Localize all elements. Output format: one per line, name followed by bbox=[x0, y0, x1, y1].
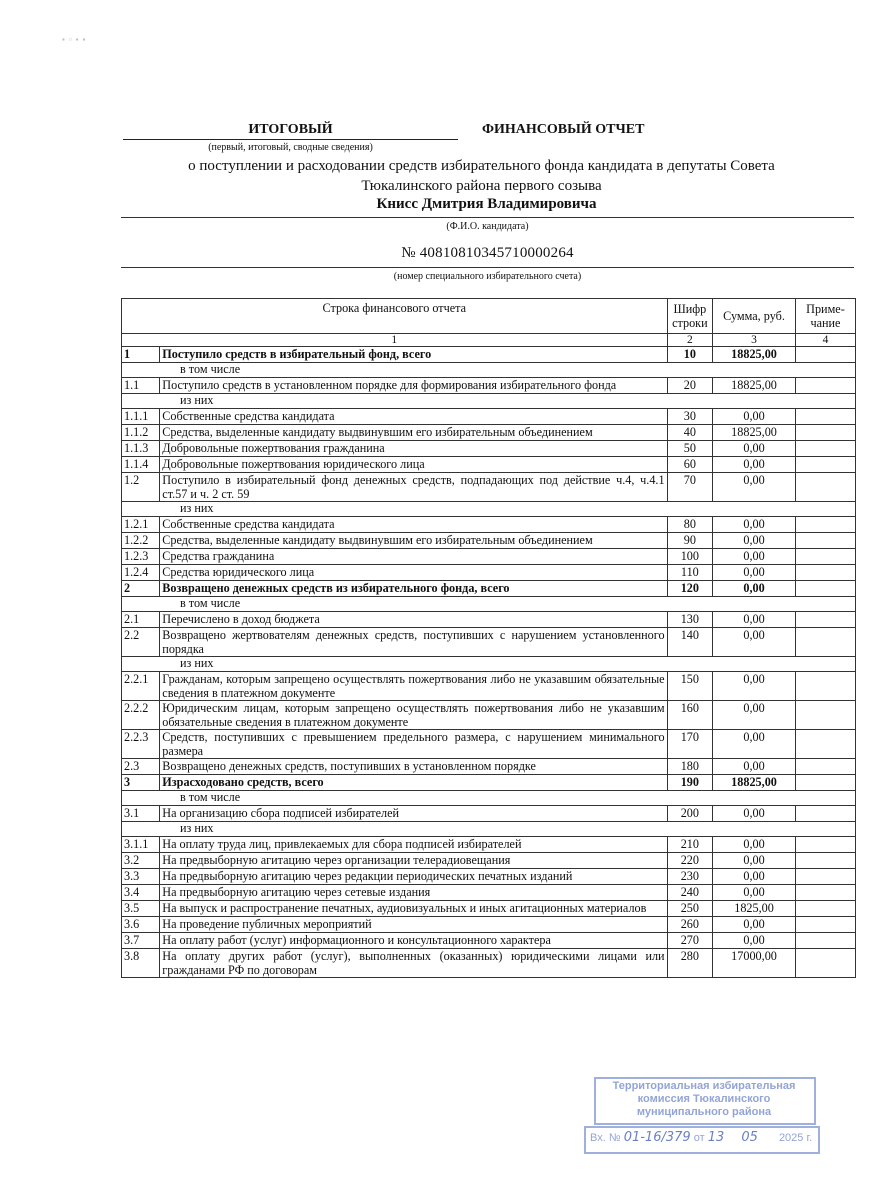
subtitle-line-2: Тюкалинского района первого созыва bbox=[361, 178, 602, 194]
table-row bbox=[122, 517, 856, 533]
row-name: Средства, выделенные кандидату выдвинувшим его избирательным объединением bbox=[160, 533, 667, 549]
report-type-underline bbox=[123, 139, 458, 140]
row-code: 140 bbox=[667, 628, 713, 657]
row-note bbox=[795, 581, 855, 597]
row-note bbox=[795, 901, 855, 917]
row-name: На выпуск и распространение печатных, аудиовизуальных и иных агитационных материалов bbox=[160, 901, 667, 917]
table-header-row bbox=[122, 299, 856, 334]
row-number: 3.3 bbox=[122, 869, 160, 885]
table-row bbox=[122, 806, 856, 822]
row-code: 170 bbox=[667, 730, 713, 759]
table-row bbox=[122, 565, 856, 581]
row-number: 2.2.1 bbox=[122, 672, 160, 701]
column-index-3: 3 bbox=[713, 334, 796, 347]
row-sum: 0,00 bbox=[713, 869, 796, 885]
row-code: 50 bbox=[667, 441, 713, 457]
scan-artifact: ▪ ▫ ▪ ▪ bbox=[62, 35, 87, 44]
candidate-hint: (Ф.И.О. кандидата) bbox=[446, 221, 529, 232]
row-number: 3.8 bbox=[122, 949, 160, 978]
table-subheading-row bbox=[122, 502, 856, 517]
row-number: 1.2.3 bbox=[122, 549, 160, 565]
row-name: На предвыборную агитацию через организации телерадиовещания bbox=[160, 853, 667, 869]
row-code: 10 bbox=[667, 347, 713, 363]
stamp-reg-year: 2025 г. bbox=[778, 1132, 813, 1144]
row-number: 3.7 bbox=[122, 933, 160, 949]
registration-stamp bbox=[584, 1071, 816, 1154]
stamp-reg-from: от bbox=[693, 1132, 705, 1144]
row-sum: 0,00 bbox=[713, 853, 796, 869]
row-number: 2.3 bbox=[122, 759, 160, 775]
header-sum: Сумма, руб. bbox=[713, 299, 796, 334]
row-sum: 0,00 bbox=[713, 409, 796, 425]
table-row bbox=[122, 549, 856, 565]
row-code: 270 bbox=[667, 933, 713, 949]
candidate-underline bbox=[121, 217, 854, 218]
table-row bbox=[122, 409, 856, 425]
row-note bbox=[795, 425, 855, 441]
candidate-name: Книсс Дмитрия Владимировича bbox=[376, 196, 597, 212]
financial-report-table bbox=[121, 298, 856, 978]
table-body bbox=[122, 347, 856, 978]
row-note bbox=[795, 473, 855, 502]
row-number: 1.1.4 bbox=[122, 457, 160, 473]
row-sum: 0,00 bbox=[713, 549, 796, 565]
row-number: 3.1.1 bbox=[122, 837, 160, 853]
row-name: Собственные средства кандидата bbox=[160, 409, 667, 425]
table-subheading-row bbox=[122, 363, 856, 378]
row-code: 90 bbox=[667, 533, 713, 549]
row-note bbox=[795, 759, 855, 775]
row-code: 160 bbox=[667, 701, 713, 730]
row-sum: 0,00 bbox=[713, 628, 796, 657]
row-name: На предвыборную агитацию через редакции периодических печатных изданий bbox=[160, 869, 667, 885]
table-row bbox=[122, 853, 856, 869]
row-sum: 0,00 bbox=[713, 885, 796, 901]
row-sum: 0,00 bbox=[713, 581, 796, 597]
row-code: 80 bbox=[667, 517, 713, 533]
table-row bbox=[122, 612, 856, 628]
row-code: 100 bbox=[667, 549, 713, 565]
row-note bbox=[795, 775, 855, 791]
account-number: № 40810810345710000264 bbox=[401, 245, 574, 261]
row-note bbox=[795, 347, 855, 363]
table-row bbox=[122, 759, 856, 775]
row-number: 1.1.3 bbox=[122, 441, 160, 457]
row-name: Добровольные пожертвования юридического лица bbox=[160, 457, 667, 473]
table-row bbox=[122, 533, 856, 549]
table-row bbox=[122, 885, 856, 901]
row-note bbox=[795, 701, 855, 730]
table-row bbox=[122, 473, 856, 502]
row-number: 3 bbox=[122, 775, 160, 791]
row-name: Возвращено жертвователям денежных средств, поступивших с нарушением установленного порядка bbox=[160, 628, 667, 657]
account-hint: (номер специального избирательного счета) bbox=[393, 271, 582, 282]
subheading-label: из них bbox=[122, 502, 856, 517]
column-index-4: 4 bbox=[795, 334, 855, 347]
row-note bbox=[795, 549, 855, 565]
column-index-row bbox=[122, 334, 856, 347]
table-row bbox=[122, 441, 856, 457]
row-code: 70 bbox=[667, 473, 713, 502]
row-code: 200 bbox=[667, 806, 713, 822]
subheading-label: в том числе bbox=[122, 791, 856, 806]
row-number: 1.1.1 bbox=[122, 409, 160, 425]
row-name: Израсходовано средств, всего bbox=[160, 775, 667, 791]
subheading-label: в том числе bbox=[122, 363, 856, 378]
row-note bbox=[795, 565, 855, 581]
report-type: ИТОГОВЫЙ bbox=[248, 122, 333, 137]
subtitle-line-1: о поступлении и расходовании средств избирательного фонда кандидата в депутаты Совета bbox=[188, 158, 775, 174]
row-code: 60 bbox=[667, 457, 713, 473]
row-code: 40 bbox=[667, 425, 713, 441]
row-sum: 0,00 bbox=[713, 565, 796, 581]
row-note bbox=[795, 806, 855, 822]
row-sum: 18825,00 bbox=[713, 347, 796, 363]
table-row bbox=[122, 775, 856, 791]
stamp-line-1: Территориальная избирательная bbox=[612, 1080, 796, 1092]
row-name: Возвращено денежных средств из избирательного фонда, всего bbox=[160, 581, 667, 597]
row-code: 280 bbox=[667, 949, 713, 978]
table-subheading-row bbox=[122, 791, 856, 806]
row-sum: 18825,00 bbox=[713, 425, 796, 441]
row-number: 1.2.1 bbox=[122, 517, 160, 533]
row-note bbox=[795, 409, 855, 425]
row-sum: 0,00 bbox=[713, 917, 796, 933]
row-note bbox=[795, 628, 855, 657]
table-row bbox=[122, 628, 856, 657]
table-subheading-row bbox=[122, 394, 856, 409]
row-number: 1 bbox=[122, 347, 160, 363]
table-row bbox=[122, 425, 856, 441]
row-sum: 0,00 bbox=[713, 533, 796, 549]
row-code: 150 bbox=[667, 672, 713, 701]
column-index-2: 2 bbox=[667, 334, 713, 347]
column-index-1: 1 bbox=[122, 334, 668, 347]
row-code: 120 bbox=[667, 581, 713, 597]
row-code: 30 bbox=[667, 409, 713, 425]
row-note bbox=[795, 730, 855, 759]
row-sum: 0,00 bbox=[713, 441, 796, 457]
stamp-line-3: муниципального района bbox=[636, 1106, 772, 1118]
header-note: Приме-чание bbox=[795, 299, 855, 334]
row-code: 260 bbox=[667, 917, 713, 933]
row-note bbox=[795, 612, 855, 628]
row-name: Перечислено в доход бюджета bbox=[160, 612, 667, 628]
row-name: Собственные средства кандидата bbox=[160, 517, 667, 533]
row-name: Поступило средств в избирательный фонд, всего bbox=[160, 347, 667, 363]
row-name: На оплату других работ (услуг), выполненных (оказанных) юридическими лицами или гражданами РФ по договорам bbox=[160, 949, 667, 978]
subheading-label: из них bbox=[122, 657, 856, 672]
row-code: 130 bbox=[667, 612, 713, 628]
row-code: 230 bbox=[667, 869, 713, 885]
row-name: На проведение публичных мероприятий bbox=[160, 917, 667, 933]
stamp-frame bbox=[594, 1077, 816, 1125]
row-sum: 17000,00 bbox=[713, 949, 796, 978]
row-sum: 0,00 bbox=[713, 457, 796, 473]
report-title-row bbox=[0, 122, 873, 142]
report-title: ФИНАНСОВЫЙ ОТЧЕТ bbox=[482, 122, 645, 137]
row-sum: 0,00 bbox=[713, 933, 796, 949]
row-note bbox=[795, 457, 855, 473]
row-sum: 18825,00 bbox=[713, 378, 796, 394]
row-number: 3.5 bbox=[122, 901, 160, 917]
row-name: Средства юридического лица bbox=[160, 565, 667, 581]
row-code: 20 bbox=[667, 378, 713, 394]
row-number: 1.2.4 bbox=[122, 565, 160, 581]
row-note bbox=[795, 672, 855, 701]
row-code: 220 bbox=[667, 853, 713, 869]
row-name: Поступило средств в установленном порядке для формирования избирательного фонда bbox=[160, 378, 667, 394]
row-code: 190 bbox=[667, 775, 713, 791]
subheading-label: в том числе bbox=[122, 597, 856, 612]
table-row bbox=[122, 869, 856, 885]
row-code: 250 bbox=[667, 901, 713, 917]
row-code: 180 bbox=[667, 759, 713, 775]
row-sum: 1825,00 bbox=[713, 901, 796, 917]
stamp-reg-number: 01-16/379 bbox=[623, 1130, 691, 1145]
table-row bbox=[122, 347, 856, 363]
table-row bbox=[122, 672, 856, 701]
row-note bbox=[795, 533, 855, 549]
row-number: 2 bbox=[122, 581, 160, 597]
row-name: На организацию сбора подписей избирателей bbox=[160, 806, 667, 822]
row-note bbox=[795, 837, 855, 853]
row-number: 3.6 bbox=[122, 917, 160, 933]
row-number: 2.1 bbox=[122, 612, 160, 628]
row-note bbox=[795, 441, 855, 457]
row-number: 2.2.2 bbox=[122, 701, 160, 730]
row-name: Средств, поступивших с превышением предельного размера, с нарушением минимального размера bbox=[160, 730, 667, 759]
row-name: Возвращено денежных средств, поступивших в установленном порядке bbox=[160, 759, 667, 775]
row-sum: 0,00 bbox=[713, 759, 796, 775]
row-sum: 0,00 bbox=[713, 672, 796, 701]
subheading-label: из них bbox=[122, 822, 856, 837]
stamp-registration-line bbox=[584, 1126, 820, 1154]
row-number: 3.4 bbox=[122, 885, 160, 901]
table-row bbox=[122, 949, 856, 978]
row-number: 3.1 bbox=[122, 806, 160, 822]
row-note bbox=[795, 885, 855, 901]
row-number: 1.2.2 bbox=[122, 533, 160, 549]
row-name: Добровольные пожертвования гражданина bbox=[160, 441, 667, 457]
row-note bbox=[795, 933, 855, 949]
row-number: 3.2 bbox=[122, 853, 160, 869]
row-number: 1.1.2 bbox=[122, 425, 160, 441]
row-number: 2.2.3 bbox=[122, 730, 160, 759]
row-name: На предвыборную агитацию через сетевые издания bbox=[160, 885, 667, 901]
row-sum: 0,00 bbox=[713, 837, 796, 853]
row-sum: 0,00 bbox=[713, 517, 796, 533]
row-code: 240 bbox=[667, 885, 713, 901]
row-name: Средства, выделенные кандидату выдвинувшим его избирательным объединением bbox=[160, 425, 667, 441]
table-row bbox=[122, 378, 856, 394]
report-type-hint: (первый, итоговый, сводные сведения) bbox=[208, 142, 373, 153]
subheading-label: из них bbox=[122, 394, 856, 409]
row-note bbox=[795, 853, 855, 869]
row-number: 1.2 bbox=[122, 473, 160, 502]
table-subheading-row bbox=[122, 657, 856, 672]
row-sum: 0,00 bbox=[713, 806, 796, 822]
row-sum: 0,00 bbox=[713, 730, 796, 759]
table-subheading-row bbox=[122, 822, 856, 837]
row-note bbox=[795, 949, 855, 978]
table-row bbox=[122, 917, 856, 933]
table-row bbox=[122, 933, 856, 949]
account-underline bbox=[121, 267, 854, 268]
table-subheading-row bbox=[122, 597, 856, 612]
row-sum: 0,00 bbox=[713, 612, 796, 628]
row-note bbox=[795, 378, 855, 394]
row-code: 210 bbox=[667, 837, 713, 853]
row-sum: 0,00 bbox=[713, 473, 796, 502]
report-subtitle bbox=[0, 156, 873, 196]
stamp-reg-day: 13 bbox=[707, 1130, 725, 1145]
table-row bbox=[122, 457, 856, 473]
row-name: На оплату труда лиц, привлекаемых для сбора подписей избирателей bbox=[160, 837, 667, 853]
row-sum: 18825,00 bbox=[713, 775, 796, 791]
stamp-line-2: комиссия Тюкалинского bbox=[637, 1093, 771, 1105]
row-note bbox=[795, 517, 855, 533]
row-name: На оплату работ (услуг) информационного и консультационного характера bbox=[160, 933, 667, 949]
table-row bbox=[122, 701, 856, 730]
row-name: Поступило в избирательный фонд денежных средств, подпадающих под действие ч.4, ч.4.1 ст.57 и ч. 2 ст. 59 bbox=[160, 473, 667, 502]
row-number: 1.1 bbox=[122, 378, 160, 394]
row-number: 2.2 bbox=[122, 628, 160, 657]
table-row bbox=[122, 837, 856, 853]
table-row bbox=[122, 730, 856, 759]
row-note bbox=[795, 917, 855, 933]
table-row bbox=[122, 901, 856, 917]
row-code: 110 bbox=[667, 565, 713, 581]
row-note bbox=[795, 869, 855, 885]
stamp-reg-prefix: Вх. № bbox=[590, 1132, 621, 1144]
row-name: Средства гражданина bbox=[160, 549, 667, 565]
row-name: Гражданам, которым запрещено осуществлять пожертвования либо не указавшим обязательные сведения в платежном документе bbox=[160, 672, 667, 701]
row-name: Юридическим лицам, которым запрещено осуществлять пожертвования либо не указавшим обязательные сведения в платежном документе bbox=[160, 701, 667, 730]
row-sum: 0,00 bbox=[713, 701, 796, 730]
stamp-reg-month: 05 bbox=[741, 1130, 758, 1145]
table-row bbox=[122, 581, 856, 597]
header-code: Шифр строки bbox=[667, 299, 713, 334]
header-line-name: Строка финансового отчета bbox=[122, 299, 668, 334]
